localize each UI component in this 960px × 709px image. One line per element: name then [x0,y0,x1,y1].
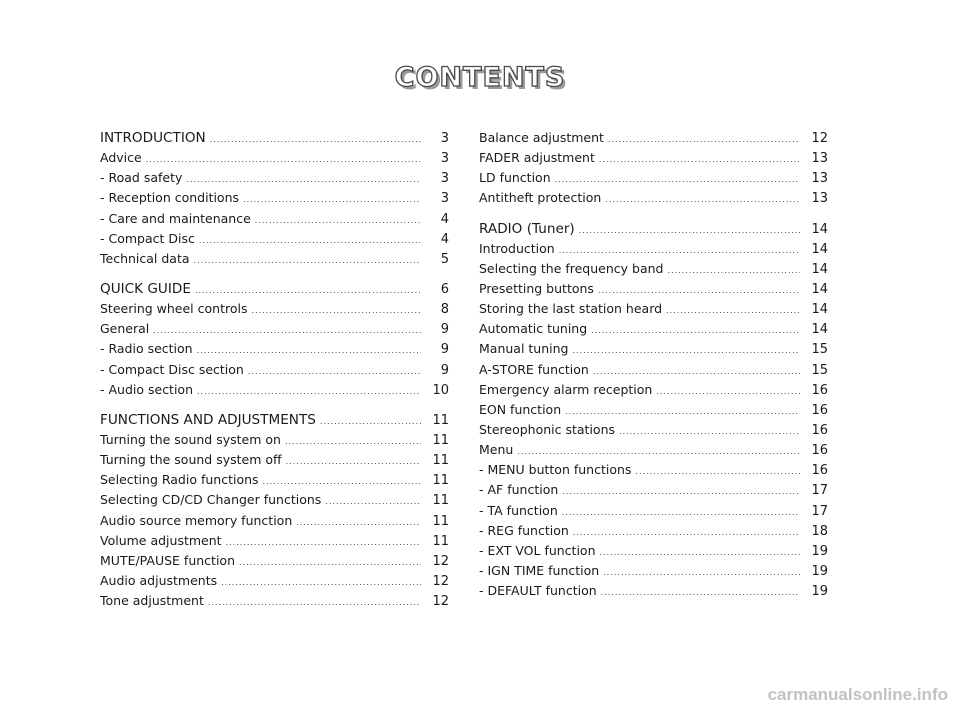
toc-entry[interactable] [479,319,828,339]
toc-entry-label: Technical data [100,250,190,266]
dot-leader [635,462,800,482]
toc-entry[interactable] [479,380,828,400]
toc-entry-label: - Audio section [100,381,194,397]
toc-entry-label: EON function [479,401,562,417]
toc-entry-page: 16 [811,402,828,418]
dot-leader [146,150,421,170]
toc-entry[interactable] [479,420,828,440]
toc-entry-label: Selecting the frequency band [479,260,664,276]
toc-entry-label: - AF function [479,482,559,498]
toc-entry-page: 16 [811,443,828,459]
toc-entry[interactable] [479,188,828,208]
toc-entry-page: 12 [432,553,449,569]
toc-entry-label: INTRODUCTION [100,130,206,146]
toc-entry-label: Balance adjustment [479,130,604,145]
toc-entry-page: 11 [432,533,449,549]
toc-entry-label: Advice [100,150,142,166]
dot-leader [572,341,800,361]
toc-entry[interactable] [100,531,449,551]
toc-entry[interactable] [479,339,828,359]
toc-entry[interactable] [100,571,449,591]
toc-entry-label: Audio source memory function [100,512,293,528]
toc-entry-label: Turning the sound system off [100,452,282,468]
toc-entry-label: Steering wheel controls [100,301,248,317]
dot-leader [325,492,421,512]
dot-leader [320,412,421,432]
dot-leader [221,573,421,593]
toc-entry-label: - DEFAULT function [479,583,597,599]
dot-leader [579,221,800,241]
toc-entry-page: 15 [811,342,828,358]
toc-entry-page: 14 [811,241,828,257]
toc-entry-page: 16 [811,422,828,438]
toc-entry-page: 11 [432,493,449,509]
toc-entry[interactable] [479,521,828,541]
toc-entry-page: 3 [440,131,449,146]
dot-leader [263,472,421,492]
toc-entry-page: 11 [432,412,449,428]
toc-entry-page: 14 [811,221,828,237]
toc-entry-page: 14 [811,281,828,297]
toc-entry-page: 9 [440,322,449,338]
dot-leader [195,281,421,301]
dot-leader [208,593,421,613]
toc-entry[interactable] [479,400,828,420]
toc-entry-page: 13 [811,171,828,187]
toc-entry[interactable] [479,360,828,380]
toc-entry-page: 4 [440,231,449,247]
toc-entry-label: - Radio section [100,341,193,357]
toc-entry-page: 14 [811,302,828,318]
toc-entry-label: - EXT VOL function [479,542,596,558]
toc-entry-label: Volume adjustment [100,532,222,548]
toc-entry-label: Storing the last station heard [479,301,663,317]
toc-entry-label: - Compact Disc [100,230,195,246]
toc-entry-page: 16 [811,382,828,398]
dot-leader [555,170,800,190]
dot-leader [600,543,800,563]
toc-entry-label: Turning the sound system on [100,431,281,447]
toc-entry-page: 11 [432,453,449,469]
toc-entry[interactable] [479,279,828,299]
toc-entry[interactable] [100,319,449,339]
toc-entry-label: Presetting buttons [479,280,594,296]
toc-entry-label: Introduction [479,240,555,256]
toc-entry-page: 3 [440,151,449,167]
toc-entry-label: - TA function [479,502,558,518]
toc-right-column [479,128,828,601]
toc-entry-page: 4 [440,211,449,227]
dot-leader [603,563,800,583]
toc-entry-page: 19 [811,543,828,559]
toc-entry[interactable] [100,450,449,470]
toc-entry-label: RADIO (Tuner) [479,220,575,237]
toc-entry[interactable] [100,299,449,319]
dot-leader [153,321,421,341]
dot-leader [226,533,421,553]
toc-entry-label: - REG function [479,522,569,538]
dot-leader [199,231,421,251]
toc-entry-label: Selecting Radio functions [100,472,259,488]
toc-entry[interactable] [479,148,828,168]
toc-entry-page: 14 [811,322,828,338]
toc-entry[interactable] [100,339,449,359]
dot-leader [562,503,800,523]
toc-entry[interactable] [100,229,449,249]
watermark: carmanualsonline.info [767,685,948,704]
toc-entry-page: 6 [440,281,449,297]
toc-entry-label: Emergency alarm reception [479,381,653,397]
toc-entry[interactable] [479,480,828,500]
dot-leader [210,130,421,150]
dot-leader [598,281,800,301]
dot-leader [593,362,800,382]
toc-entry[interactable] [479,541,828,561]
dot-leader [559,241,800,261]
dot-leader [562,482,800,502]
dot-leader [573,523,800,543]
toc-entry-label: - MENU button functions [479,462,632,478]
toc-entry[interactable] [479,219,828,239]
toc-entry-label: Menu [479,442,514,458]
toc-entry-label: Stereophonic stations [479,421,616,437]
toc-entry-page: 16 [811,463,828,479]
toc-entry-page: 11 [432,432,449,448]
dot-leader [619,422,800,442]
toc-entry-page: 12 [432,573,449,589]
toc-entry-page: 3 [440,191,449,207]
toc-entry-page: 5 [440,251,449,267]
toc-entry-label: Selecting CD/CD Changer functions [100,492,322,508]
toc-entry[interactable] [100,279,449,299]
toc-entry-label: QUICK GUIDE [100,280,191,297]
dot-leader [186,170,421,190]
toc-entry[interactable] [479,299,828,319]
toc-entry-label: - IGN TIME function [479,562,600,578]
toc-entry-label: Tone adjustment [100,593,204,609]
dot-leader [194,251,421,271]
toc-entry-page: 9 [440,342,449,358]
toc-entry[interactable] [100,430,449,450]
toc-entry-page: 19 [811,584,828,600]
toc-entry-page: 12 [811,131,828,146]
dot-leader [286,452,421,472]
dot-leader [565,402,800,422]
dot-leader [239,553,421,573]
dot-leader [601,583,800,603]
toc-entry[interactable] [479,128,828,148]
dot-leader [243,190,421,210]
dot-leader [285,432,421,452]
toc-entry[interactable] [100,128,449,148]
toc-entry[interactable] [100,148,449,168]
toc-entry-page: 11 [432,513,449,529]
toc-entry-label: FUNCTIONS AND ADJUSTMENTS [100,411,316,428]
dot-leader [591,321,800,341]
toc-entry-label: General [100,321,150,337]
toc-entry-page: 14 [811,261,828,277]
toc-entry[interactable] [100,410,449,430]
toc-entry[interactable] [100,360,449,380]
toc-entry[interactable] [100,511,449,531]
dot-leader [255,211,421,231]
toc-entry-page: 13 [811,151,828,167]
toc-entry[interactable] [479,561,828,581]
toc-entry-label: - Compact Disc section [100,361,244,377]
toc-entry-label: A-STORE function [479,361,589,377]
toc-entry[interactable] [479,501,828,521]
toc-entry-label: MUTE/PAUSE function [100,552,235,568]
toc-entry-label: Audio adjustments [100,572,218,588]
toc-entry-label: Automatic tuning [479,321,588,337]
toc-entry-label: - Reception conditions [100,190,240,206]
toc-entry[interactable] [479,581,828,601]
page-title: CONTENTS [394,62,566,93]
toc-entry[interactable] [479,239,828,259]
toc-entry-page: 17 [811,503,828,519]
toc-entry-page: 12 [432,594,449,610]
toc-entry[interactable] [100,249,449,269]
toc-entry-page: 8 [440,302,449,318]
toc-entry[interactable] [100,591,449,611]
toc-entry[interactable] [100,209,449,229]
toc-entry[interactable] [100,168,449,188]
toc-entry[interactable] [100,380,449,400]
dot-leader [296,513,421,533]
toc-entry[interactable] [100,551,449,571]
toc-entry-page: 15 [811,362,828,378]
toc-entry-label: Antitheft protection [479,190,602,206]
toc-entry-label: - Care and maintenance [100,210,251,226]
toc-entry[interactable] [479,259,828,279]
toc-entry-page: 11 [432,473,449,489]
toc-entry-page: 10 [432,382,449,398]
dot-leader [248,362,421,382]
toc-entry-label: - Road safety [100,170,183,186]
dot-leader [666,301,800,321]
toc-entry-page: 9 [440,362,449,378]
toc-entry[interactable] [479,168,828,188]
toc-entry-label: Manual tuning [479,341,569,357]
toc-entry-label: FADER adjustment [479,150,595,166]
toc-entry-page: 3 [440,171,449,187]
dot-leader [656,382,800,402]
dot-leader [251,301,421,321]
dot-leader [197,382,421,402]
dot-leader [599,150,800,170]
toc-entry[interactable] [100,490,449,510]
toc-entry[interactable] [479,440,828,460]
dot-leader [517,442,800,462]
toc-left-column [100,128,449,611]
toc-entry[interactable] [100,188,449,208]
toc-entry-label: LD function [479,170,551,186]
dot-leader [197,341,421,361]
toc-entry-page: 13 [811,191,828,207]
toc-entry[interactable] [100,470,449,490]
dot-leader [667,261,800,281]
toc-entry-page: 17 [811,483,828,499]
dot-leader [605,190,800,210]
dot-leader [608,130,800,150]
toc-entry-page: 18 [811,523,828,539]
toc-entry[interactable] [479,460,828,480]
toc-entry-page: 19 [811,563,828,579]
